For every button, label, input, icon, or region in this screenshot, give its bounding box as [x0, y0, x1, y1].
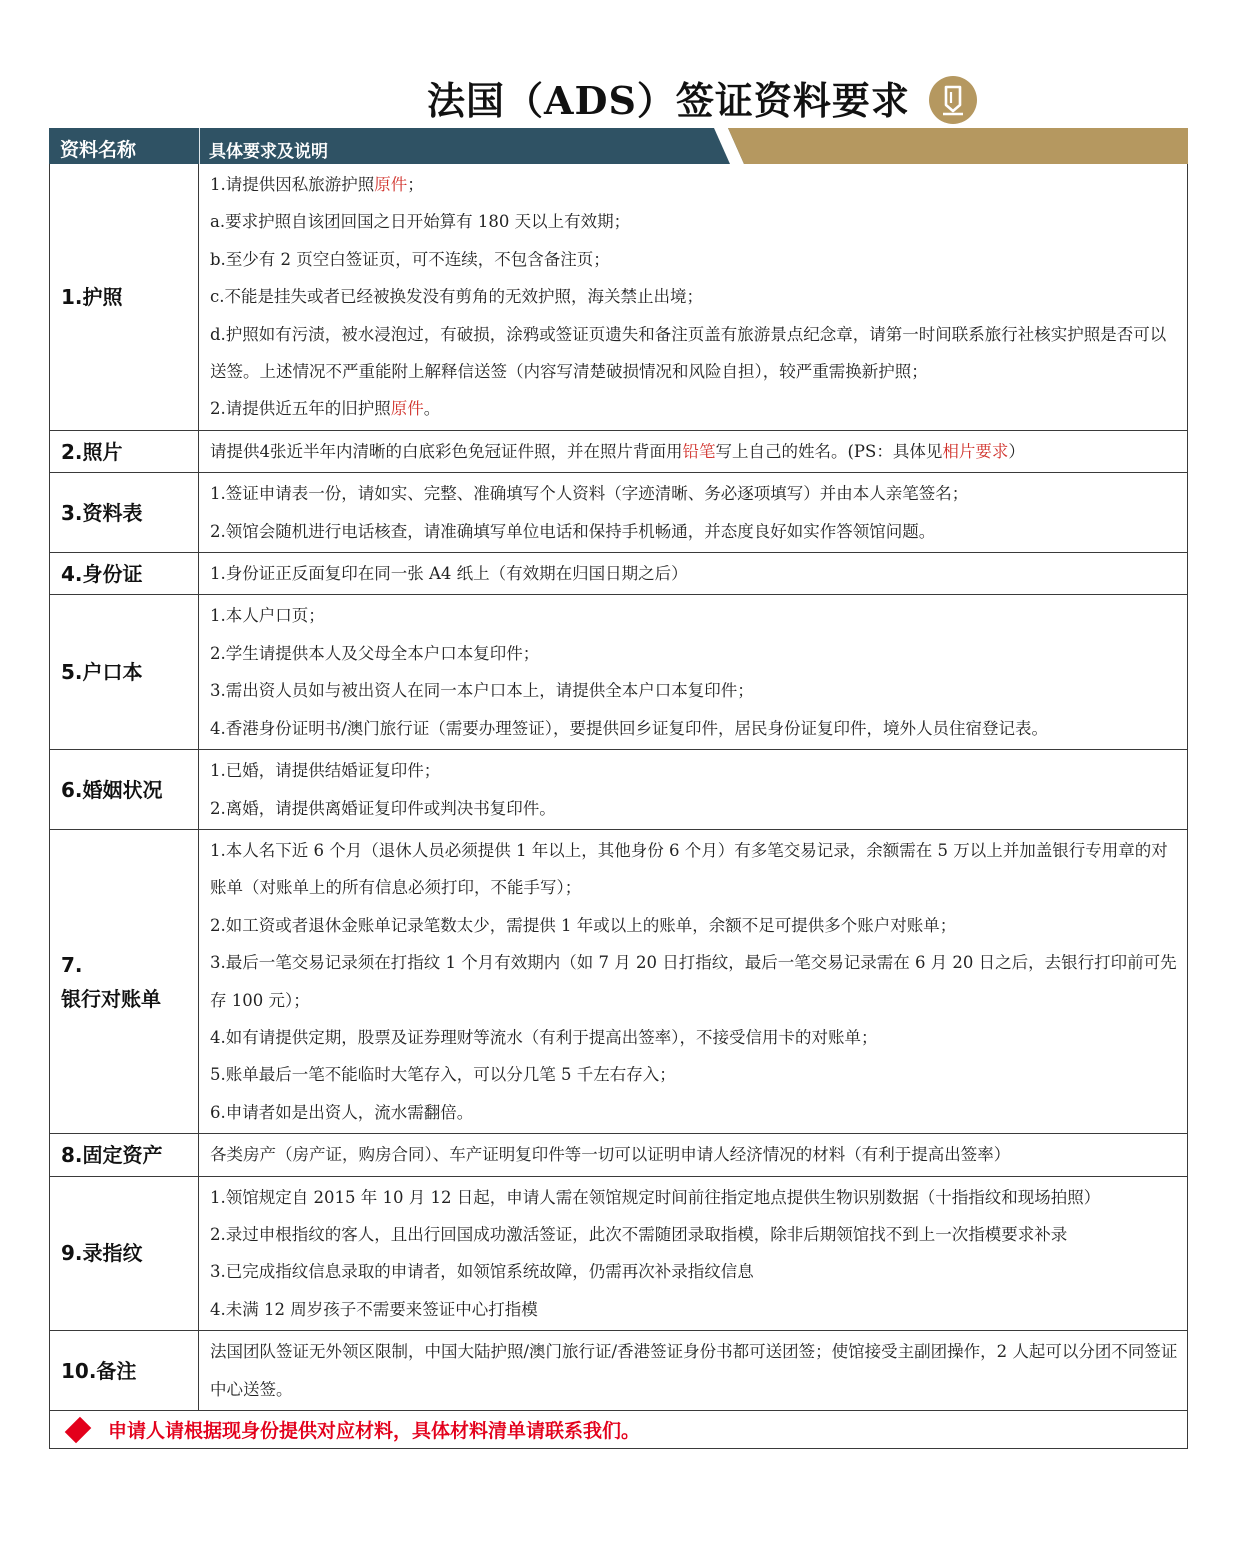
table-row: [49, 830, 1188, 1134]
line-text: b.至少有 2 页空白签证页，可不连续，不包含备注页；: [210, 249, 610, 269]
row-description: [199, 1331, 1187, 1410]
line-text: 4.如有请提供定期，股票及证券理财等流水（有利于提高出签率），不接受信用卡的对账单；: [210, 1027, 878, 1047]
line-text: 1.本人名下近 6 个月（退休人员必须提供 1 年以上，其他身份 6 个月）有多笔交易记录，余额需在 5 万以上并加盖银行专用章的对账单（对账单上的所有信息必须打印，不能手写）；: [210, 840, 1168, 898]
requirement-line: [210, 1136, 1179, 1173]
requirement-line: [210, 555, 1179, 592]
table-row: [49, 553, 1188, 595]
footer-note: [49, 1411, 1188, 1449]
line-text: 6.申请者如是出资人，流水需翻倍。: [210, 1102, 474, 1122]
header-col-name: 资料名称: [60, 139, 137, 161]
row-name: 7. 银行对账单: [50, 830, 199, 1133]
row-name: 10.备注: [50, 1331, 199, 1410]
row-description: [199, 473, 1187, 552]
line-text: 1.领馆规定自 2015 年 10 月 12 日起，申请人需在领馆规定时间前往指定地点提供生物识别数据（十指指纹和现场拍照）: [210, 1187, 1101, 1207]
requirement-line: [210, 390, 1179, 427]
line-text: a.要求护照自该团回国之日开始算有 180 天以上有效期；: [210, 212, 631, 232]
table-row: [49, 164, 1188, 431]
header-col-desc: 具体要求及说明: [209, 142, 328, 162]
diamond-icon: [65, 1416, 92, 1443]
table-row: [49, 595, 1188, 750]
row-description: [199, 1177, 1187, 1331]
row-name: 4.身份证: [50, 553, 199, 594]
line-text: d.护照如有污渍，被水浸泡过，有破损，涂鸦或签证页遗失和备注页盖有旅游景点纪念章，请第一时间联系旅行社核实护照是否可以送签。上述情况不严重能附上解释信送签（内容写清楚破损情况和风险自担），较严重需换新护照；: [210, 324, 1167, 382]
requirement-line: [210, 316, 1179, 391]
line-text: 1.本人户口页；: [210, 606, 325, 626]
line-text: 3.最后一笔交易记录须在打指纹 1 个月有效期内（如 7 月 20 日打指纹，最后一笔交易记录需在 6 月 20 日之后，去银行打印前可先存 100 元）；: [210, 953, 1177, 1010]
row-description: [199, 553, 1187, 594]
requirement-line: [210, 241, 1179, 278]
line-text: 1.身份证正反面复印在同一张 A4 纸上（有效期在归国日期之后）: [210, 564, 688, 584]
requirement-line: [210, 672, 1179, 709]
row-name: 9.录指纹: [50, 1177, 199, 1331]
row-description: [199, 595, 1187, 749]
line-text: 请提供4张近半年内清晰的白底彩色免冠证件照，并在照片背面用: [210, 441, 683, 461]
highlight-text: 原件: [390, 399, 424, 419]
line-text: 各类房产（房产证，购房合同）、车产证明复印件等一切可以证明申请人经济情况的材料（有利于提高出签率）: [210, 1145, 1011, 1165]
requirement-line: [210, 1253, 1179, 1290]
line-text: 1.请提供因私旅游护照: [210, 175, 375, 194]
row-description: [199, 750, 1187, 829]
highlight-text: 相片要求: [942, 441, 1009, 461]
table-row: [49, 750, 1188, 830]
line-text: 1.已婚，请提供结婚证复印件；: [210, 761, 441, 781]
line-text: ）: [1008, 441, 1025, 461]
line-text: 2.离婚，请提供离婚证复印件或判决书复印件。: [210, 798, 556, 818]
requirement-line: [210, 1333, 1179, 1408]
row-name: 3.资料表: [50, 473, 199, 552]
line-text: 。: [423, 399, 441, 419]
document-icon: [929, 76, 977, 124]
table-row: [49, 473, 1188, 553]
requirement-line: [210, 1291, 1179, 1328]
line-text: 2.学生请提供本人及父母全本户口本复印件；: [210, 643, 540, 663]
line-text: ；: [407, 175, 424, 194]
requirement-line: [210, 1179, 1179, 1216]
requirement-line: [210, 752, 1179, 789]
requirements-table: [49, 164, 1188, 1449]
row-description: [199, 431, 1187, 472]
requirement-line: [210, 166, 1179, 203]
requirement-line: [210, 1056, 1179, 1093]
requirement-line: [210, 1019, 1179, 1056]
requirement-line: [210, 832, 1179, 907]
table-row: [49, 1177, 1188, 1332]
requirement-line: [210, 513, 1179, 550]
requirement-line: [210, 433, 1179, 470]
requirement-line: [210, 203, 1179, 240]
footer-text: 申请人请根据现身份提供对应材料，具体材料清单请联系我们。: [108, 1420, 641, 1442]
requirement-line: [210, 1216, 1179, 1253]
line-text: 3.已完成指纹信息录取的申请者，如领馆系统故障，仍需再次补录指纹信息: [210, 1262, 754, 1282]
line-text: 法国团队签证无外领区限制，中国大陆护照/澳门旅行证/香港签证身份书都可送团签；使馆接受主副团操作，2 人起可以分团不同签证中心送签。: [210, 1342, 1178, 1399]
line-text: 3.需出资人员如与被出资人在同一本户口本上，请提供全本户口本复印件；: [210, 681, 754, 701]
line-text: 写上自己的姓名。(PS：具体见: [715, 441, 943, 461]
table-row: [49, 431, 1188, 473]
highlight-text: 铅笔: [682, 441, 716, 461]
requirement-line: [210, 278, 1179, 315]
requirement-line: [210, 1094, 1179, 1131]
requirement-line: [210, 790, 1179, 827]
line-text: c.不能是挂失或者已经被换发没有剪角的无效护照，海关禁止出境；: [210, 287, 703, 307]
row-name: 2.照片: [50, 431, 199, 472]
row-name: 5.户口本: [50, 595, 199, 749]
page-title: 法国（ADS）签证资料要求: [427, 78, 910, 123]
row-name: 8.固定资产: [50, 1134, 199, 1175]
requirement-line: [210, 635, 1179, 672]
line-text: 1.签证申请表一份，请如实、完整、准确填写个人资料（字迹清晰、务必逐项填写）并由本人亲笔签名；: [210, 484, 969, 504]
requirement-line: [210, 475, 1179, 512]
requirement-line: [210, 907, 1179, 944]
row-name: 6.婚姻状况: [50, 750, 199, 829]
requirement-line: [210, 710, 1179, 747]
requirement-line: [210, 597, 1179, 634]
line-text: 4.未满 12 周岁孩子不需要来签证中心打指模: [210, 1299, 538, 1319]
row-name: 1.护照: [50, 164, 199, 430]
line-text: 2.请提供近五年的旧护照: [210, 399, 391, 419]
row-description: [199, 164, 1187, 430]
line-text: 2.如工资或者退休金账单记录笔数太少，需提供 1 年或以上的账单，余额不足可提供多个账户对账单；: [210, 915, 957, 935]
row-description: [199, 1134, 1187, 1175]
requirement-line: [210, 944, 1179, 1019]
line-text: 5.账单最后一笔不能临时大笔存入，可以分几笔 5 千左右存入；: [210, 1065, 676, 1085]
table-row: [49, 1134, 1188, 1176]
line-text: 2.录过申根指纹的客人，且出行回国成功激活签证，此次不需随团录取指模，除非后期领馆找不到上一次指模要求补录: [210, 1224, 1068, 1244]
line-text: 2.领馆会随机进行电话核查，请准确填写单位电话和保持手机畅通，并态度良好如实作答领馆问题。: [210, 521, 936, 541]
table-row: [49, 1331, 1188, 1411]
highlight-text: 原件: [374, 175, 408, 194]
row-description: [199, 830, 1187, 1133]
line-text: 4.香港身份证明书/澳门旅行证（需要办理签证），要提供回乡证复印件，居民身份证复印件，境外人员住宿登记表。: [210, 718, 1049, 738]
